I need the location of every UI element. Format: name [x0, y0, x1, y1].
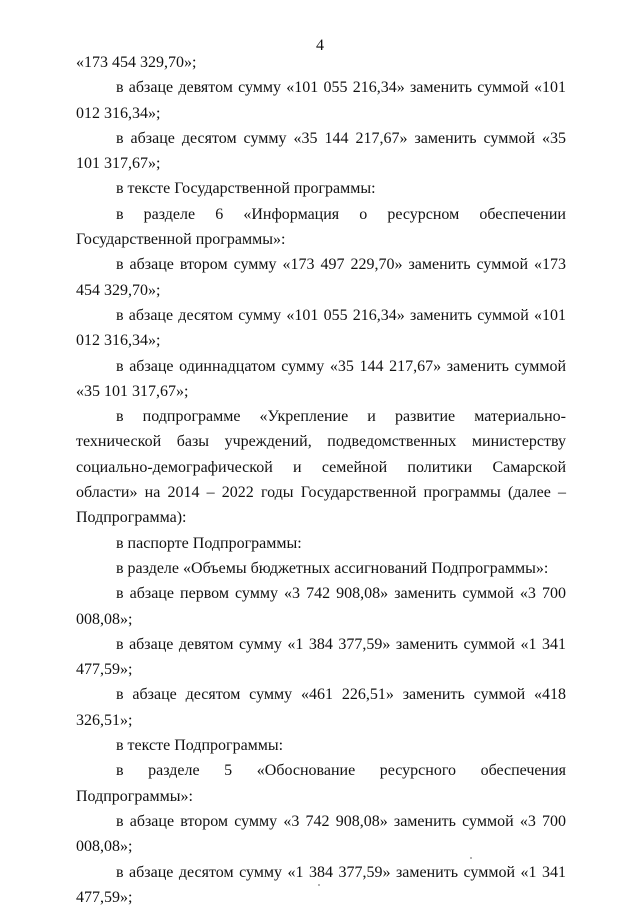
paragraph: «173 454 329,70»;	[76, 50, 566, 75]
paragraph: в абзаце десятом сумму «1 384 377,59» заменить суммой «1 341 477,59»;	[76, 860, 566, 910]
scan-speck	[318, 884, 320, 886]
paragraph: в абзаце девятом сумму «1 384 377,59» заменить суммой «1 341 477,59»;	[76, 632, 566, 683]
paragraph: в абзаце десятом сумму «101 055 216,34» заменить суммой «101 012 316,34»;	[76, 303, 566, 354]
paragraph: в разделе 5 «Обоснование ресурсного обеспечения Подпрограммы»:	[76, 758, 566, 809]
scan-speck	[470, 857, 472, 859]
paragraph: в подпрограмме «Укрепление и развитие материально-технической базы учреждений, подведомственных министерству социально-демографической и семейной политики Самарской области» на 2014 – 2022 годы Государственной программы (далее – Подпрограмма):	[76, 404, 566, 530]
document-body	[76, 50, 566, 910]
paragraph: в абзаце девятом сумму «101 055 216,34» заменить суммой «101 012 316,34»;	[76, 75, 566, 126]
paragraph: в абзаце одиннадцатом сумму «35 144 217,67» заменить суммой «35 101 317,67»;	[76, 354, 566, 405]
paragraph: в разделе «Объемы бюджетных ассигнований Подпрограммы»:	[76, 556, 566, 581]
page-number: 4	[0, 36, 640, 56]
paragraph: в тексте Подпрограммы:	[76, 733, 566, 758]
paragraph: в абзаце первом сумму «3 742 908,08» заменить суммой «3 700 008,08»;	[76, 581, 566, 632]
paragraph: в разделе 6 «Информация о ресурсном обеспечении Государственной программы»:	[76, 202, 566, 253]
paragraph: в абзаце втором сумму «173 497 229,70» заменить суммой «173 454 329,70»;	[76, 252, 566, 303]
paragraph: в абзаце втором сумму «3 742 908,08» заменить суммой «3 700 008,08»;	[76, 809, 566, 860]
paragraph: в абзаце десятом сумму «35 144 217,67» заменить суммой «35 101 317,67»;	[76, 126, 566, 177]
paragraph: в паспорте Подпрограммы:	[76, 531, 566, 556]
paragraph: в абзаце десятом сумму «461 226,51» заменить суммой «418 326,51»;	[76, 682, 566, 733]
paragraph: в тексте Государственной программы:	[76, 176, 566, 201]
